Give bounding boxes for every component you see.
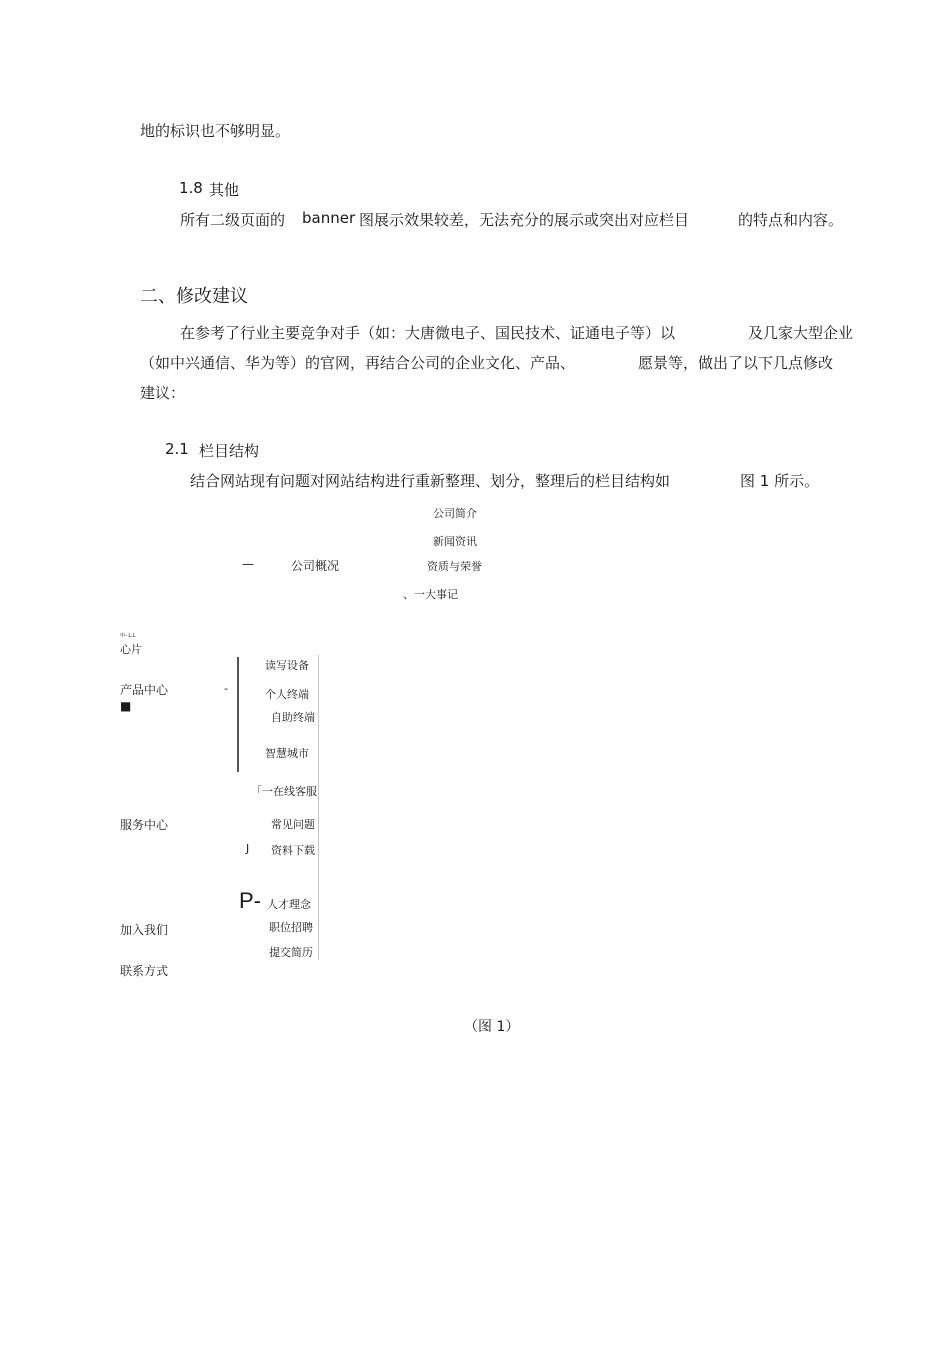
join-label: 加入我们 (120, 923, 169, 937)
section-2-line1b: 及几家大型企业 (748, 324, 854, 342)
paragraph-continuation: 地的标识也不够明显。 (140, 122, 291, 140)
overview-dash: — (242, 557, 254, 571)
products-child-1: 读写设备 (265, 659, 309, 672)
garbled-small-text: 申- L.L (120, 633, 136, 639)
overview-child-2: 新闻资讯 (433, 535, 477, 548)
section-1-8-text-d: 的特点和内容。 (738, 211, 844, 229)
right-border-line (318, 655, 319, 960)
service-label: 服务中心 (120, 818, 169, 832)
section-1-8-text-a: 所有二级页面的 (180, 211, 286, 229)
section-2-1-text-a: 结合网站现有问题对网站结构进行重新整理、划分，整理后的栏目结构如 (190, 472, 671, 490)
garbled-label: 心片 (120, 643, 142, 656)
section-1-8-number: 1.8 (179, 179, 203, 197)
join-child-3: 提交简历 (269, 946, 313, 959)
section-2-1-number: 2.1 (165, 440, 189, 458)
products-child-3: 自助终端 (271, 711, 315, 724)
products-tick: - (224, 682, 228, 695)
section-1-8-title: 其他 (209, 181, 240, 199)
products-marker: ■ (120, 699, 132, 713)
contact-label: 联系方式 (120, 964, 169, 978)
products-child-2: 个人终端 (265, 688, 309, 701)
section-1-8-text-banner: banner (302, 209, 356, 227)
service-j-mark: J (246, 842, 250, 855)
service-child-1: 「一在线客服 (251, 785, 317, 798)
overview-label: 公司概况 (291, 559, 340, 573)
join-p-mark: P- (239, 888, 261, 913)
products-bracket-line (237, 657, 239, 772)
service-child-3: 资料下载 (271, 844, 315, 857)
heading-section-2: 二、修改建议 (140, 286, 248, 307)
products-label: 产品中心 (120, 683, 169, 697)
products-child-4: 智慧城市 (265, 747, 309, 760)
section-2-line2a: （如中兴通信、华为等）的官网，再结合公司的企业文化、产品、 (140, 354, 576, 372)
service-child-2: 常见问题 (271, 818, 315, 831)
section-2-1-title: 栏目结构 (199, 442, 260, 460)
join-child-1: 人才理念 (267, 898, 311, 911)
overview-child-1: 公司简介 (433, 507, 477, 520)
overview-child-4: 、一大事记 (403, 588, 458, 601)
section-2-line3: 建议： (140, 384, 186, 402)
overview-child-3: 资质与荣誉 (427, 560, 482, 573)
section-1-8-text-c: 图展示效果较差，无法充分的展示或突出对应栏目 (359, 211, 690, 229)
section-2-line1a: 在参考了行业主要竞争对手（如：大唐微电子、国民技术、证通电子等）以 (180, 324, 676, 342)
section-2-1-text-b: 图 1 所示。 (740, 472, 820, 490)
section-2-line2b: 愿景等，做出了以下几点修改 (638, 354, 834, 372)
join-child-2: 职位招聘 (269, 921, 313, 934)
figure-caption: （图 1） (464, 1019, 520, 1035)
